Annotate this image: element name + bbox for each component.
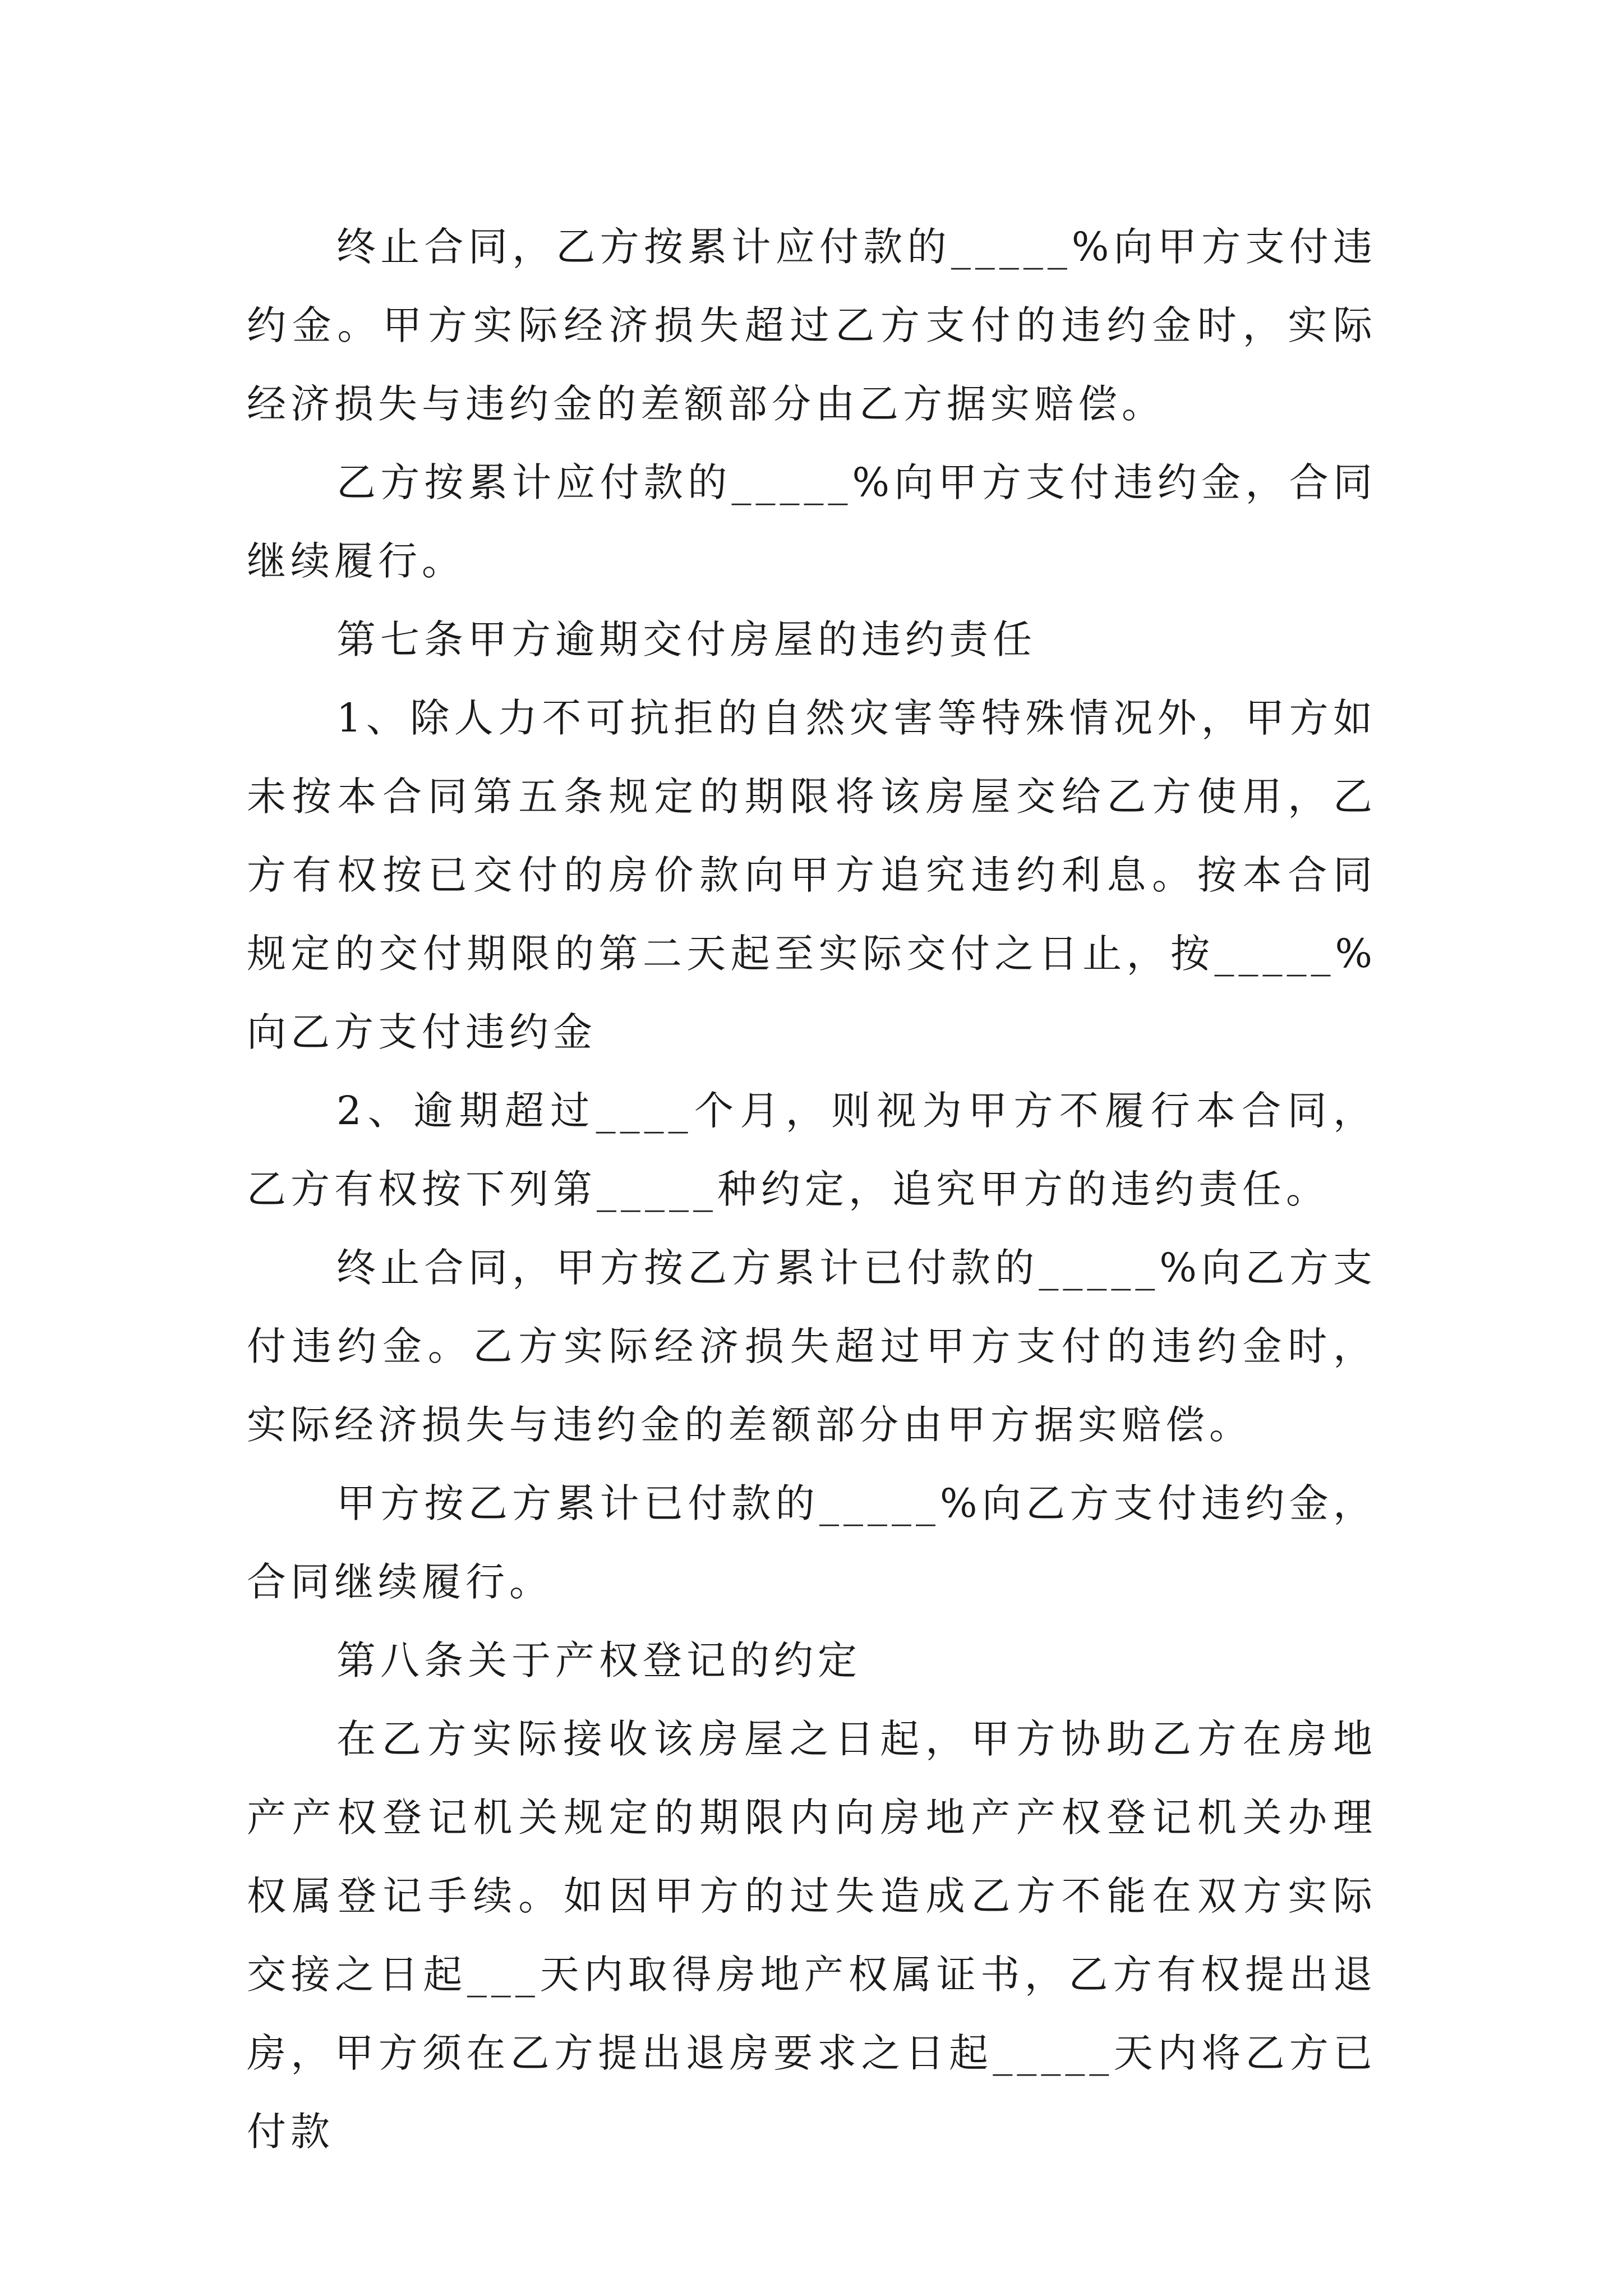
paragraph-article-7-item-2: 2、逾期超过____个月，则视为甲方不履行本合同，乙方有权按下列第_____种约定，追究甲方的违约责任。: [247, 1088, 1377, 1212]
paragraph-breach-termination-buyer: 终止合同，乙方按累计应付款的_____%向甲方支付违约金。甲方实际经济损失超过乙方支付的违约金时，实际经济损失与违约金的差额部分由乙方据实赔偿。: [247, 224, 1377, 427]
paragraph-article-7-item-1: 1、除人力不可抗拒的自然灾害等特殊情况外，甲方如未按本合同第五条规定的期限将该房屋交给乙方使用，乙方有权按已交付的房价款向甲方追究违约利息。按本合同规定的交付期限的第二天起至实际交付之日止，按_____%向乙方支付违约金: [247, 695, 1377, 1055]
heading-article-7: 第七条甲方逾期交付房屋的违约责任: [336, 616, 1036, 662]
heading-article-8: 第八条关于产权登记的约定: [336, 1637, 861, 1683]
paragraph-article-8: 在乙方实际接收该房屋之日起，甲方协助乙方在房地产产权登记机关规定的期限内向房地产产权登记机关办理权属登记手续。如因甲方的过失造成乙方不能在双方实际交接之日起___天内取得房地产权属证书，乙方有权提出退房，甲方须在乙方提出退房要求之日起_____天内将乙方已付款: [247, 1716, 1377, 2155]
paragraph-buyer-continue: 乙方按累计应付款的_____%向甲方支付违约金，合同继续履行。: [247, 459, 1377, 584]
paragraph-seller-continue: 甲方按乙方累计已付款的_____%向乙方支付违约金，合同继续履行。: [247, 1480, 1377, 1605]
paragraph-breach-termination-seller: 终止合同，甲方按乙方累计已付款的_____%向乙方支付违约金。乙方实际经济损失超过甲方支付的违约金时，实际经济损失与违约金的差额部分由甲方据实赔偿。: [247, 1245, 1377, 1448]
document-body: [247, 208, 1377, 2171]
